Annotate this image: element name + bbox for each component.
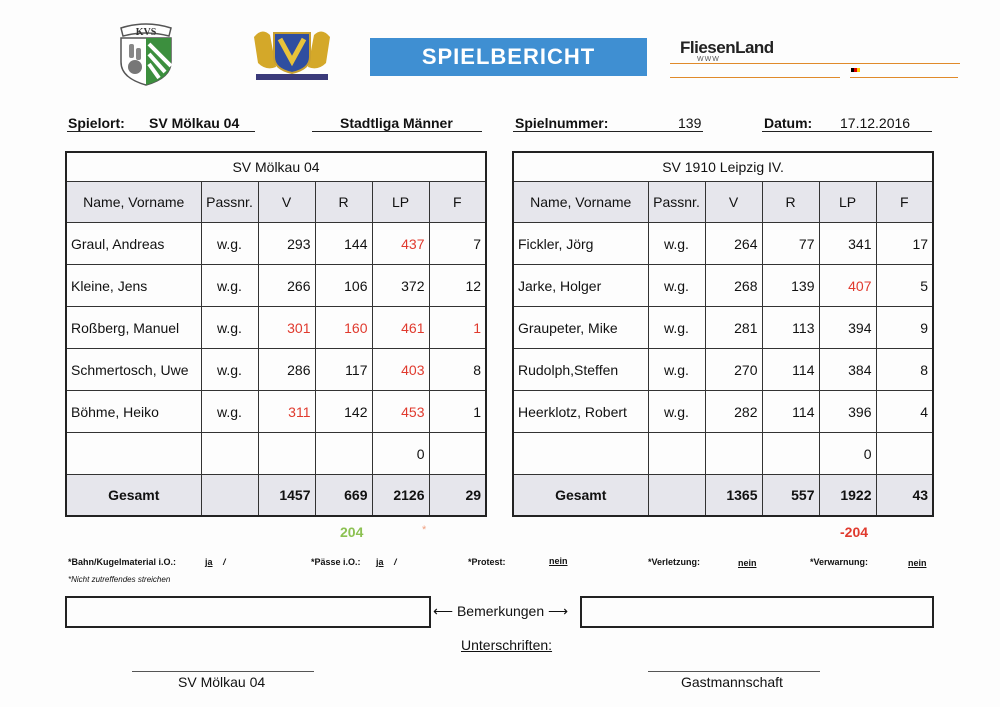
- passnr: w.g.: [201, 223, 258, 265]
- signature-guest-label: Gastmannschaft: [681, 674, 783, 690]
- player-name: [66, 433, 201, 475]
- passnr: w.g.: [648, 265, 705, 307]
- passnr: w.g.: [648, 391, 705, 433]
- verletzung-label: *Verletzung:: [648, 557, 701, 567]
- score-f: 8: [429, 349, 486, 391]
- score-lp: 394: [819, 307, 876, 349]
- signature-line-guest: [648, 671, 820, 672]
- passnr: w.g.: [201, 349, 258, 391]
- column-header: F: [429, 182, 486, 223]
- score-r: 117: [315, 349, 372, 391]
- verwarnung-label: *Verwarnung:: [810, 557, 869, 567]
- paesse-label: *Pässe i.O.:: [311, 557, 361, 567]
- column-header: V: [705, 182, 762, 223]
- datum-label: Datum:: [764, 115, 813, 131]
- passnr: w.g.: [201, 265, 258, 307]
- score-r: 114: [762, 349, 819, 391]
- total-r: 669: [315, 475, 372, 517]
- home-difference: 204: [340, 524, 364, 540]
- spielort-label: Spielort:: [68, 115, 125, 131]
- footnote: *Nicht zutreffendes streichen: [68, 575, 171, 584]
- score-v: [258, 433, 315, 475]
- passnr: w.g.: [648, 349, 705, 391]
- score-lp: 341: [819, 223, 876, 265]
- column-header: Passnr.: [648, 182, 705, 223]
- total-label: Gesamt: [66, 475, 201, 517]
- score-v: 293: [258, 223, 315, 265]
- verwarnung-value[interactable]: nein: [908, 558, 927, 568]
- column-header: LP: [372, 182, 429, 223]
- player-name: Roßberg, Manuel: [66, 307, 201, 349]
- score-r: 106: [315, 265, 372, 307]
- underline: [312, 131, 482, 132]
- score-f: 17: [876, 223, 933, 265]
- score-f: 8: [876, 349, 933, 391]
- score-lp: 384: [819, 349, 876, 391]
- player-name: Jarke, Holger: [513, 265, 648, 307]
- table-row: [513, 307, 933, 349]
- score-v: 264: [705, 223, 762, 265]
- score-v: 311: [258, 391, 315, 433]
- underline: [762, 131, 932, 132]
- table-row: [513, 349, 933, 391]
- passnr: w.g.: [648, 223, 705, 265]
- score-f: [429, 433, 486, 475]
- score-v: 270: [705, 349, 762, 391]
- column-header: V: [258, 182, 315, 223]
- score-f: 7: [429, 223, 486, 265]
- passnr: [648, 433, 705, 475]
- remarks-home-box[interactable]: [65, 596, 431, 628]
- total-row: [66, 475, 486, 517]
- score-lp: 0: [819, 433, 876, 475]
- score-r: 160: [315, 307, 372, 349]
- guest-difference: -204: [840, 524, 869, 540]
- score-f: 12: [429, 265, 486, 307]
- total-label: Gesamt: [513, 475, 648, 517]
- table-row: [66, 349, 486, 391]
- score-lp: 403: [372, 349, 429, 391]
- spielort-value: SV Mölkau 04: [149, 115, 240, 131]
- table-row: [513, 223, 933, 265]
- paesse-value[interactable]: ja: [376, 557, 384, 567]
- score-r: 139: [762, 265, 819, 307]
- table-row: [66, 265, 486, 307]
- total-passnr: [201, 475, 258, 517]
- kvs-logo: [113, 22, 179, 86]
- score-f: 1: [429, 307, 486, 349]
- table-row: [66, 433, 486, 475]
- score-f: [876, 433, 933, 475]
- kvs-logo-text: KVS: [135, 27, 157, 38]
- remarks-label: [433, 603, 568, 620]
- score-lp: 396: [819, 391, 876, 433]
- table-row: [66, 391, 486, 433]
- score-r: [762, 433, 819, 475]
- score-v: [705, 433, 762, 475]
- player-name: [513, 433, 648, 475]
- score-r: 113: [762, 307, 819, 349]
- passnr: w.g.: [648, 307, 705, 349]
- score-lp: 407: [819, 265, 876, 307]
- total-v: 1457: [258, 475, 315, 517]
- score-f: 5: [876, 265, 933, 307]
- protest-label: *Protest:: [468, 557, 506, 567]
- bahn-value[interactable]: ja: [205, 557, 213, 567]
- player-name: Heerklotz, Robert: [513, 391, 648, 433]
- column-header: Name, Vorname: [66, 182, 201, 223]
- verletzung-value[interactable]: nein: [738, 558, 757, 568]
- bahn-label: *Bahn/Kugelmaterial i.O.:: [68, 557, 177, 567]
- underline: [513, 131, 703, 132]
- player-name: Rudolph,Steffen: [513, 349, 648, 391]
- signature-line-home: [132, 671, 314, 672]
- underline: [67, 131, 255, 132]
- total-row: [513, 475, 933, 517]
- column-header: R: [762, 182, 819, 223]
- remarks-text: Bemerkungen: [456, 603, 545, 619]
- total-v: 1365: [705, 475, 762, 517]
- player-name: Graul, Andreas: [66, 223, 201, 265]
- score-r: 114: [762, 391, 819, 433]
- player-name: Kleine, Jens: [66, 265, 201, 307]
- player-name: Graupeter, Mike: [513, 307, 648, 349]
- score-f: 1: [429, 391, 486, 433]
- score-v: 281: [705, 307, 762, 349]
- protest-value[interactable]: nein: [549, 556, 568, 566]
- score-lp: 437: [372, 223, 429, 265]
- total-f: 43: [876, 475, 933, 517]
- datum-value: 17.12.2016: [840, 115, 911, 131]
- player-name: Fickler, Jörg: [513, 223, 648, 265]
- score-r: 77: [762, 223, 819, 265]
- spielnummer-label: Spielnummer:: [515, 115, 609, 131]
- score-f: 9: [876, 307, 933, 349]
- flag-icon: [851, 68, 860, 72]
- column-header: R: [315, 182, 372, 223]
- score-f: 4: [876, 391, 933, 433]
- total-passnr: [648, 475, 705, 517]
- score-r: 144: [315, 223, 372, 265]
- total-lp: 2126: [372, 475, 429, 517]
- player-name: Böhme, Heiko: [66, 391, 201, 433]
- league-name: Stadtliga Männer: [340, 115, 453, 131]
- home-team-table: [65, 151, 487, 517]
- signature-home-label: SV Mölkau 04: [178, 674, 266, 690]
- arrow-right-icon: ⟶: [548, 603, 569, 619]
- column-header: Name, Vorname: [513, 182, 648, 223]
- sponsor-line: [670, 63, 960, 64]
- score-r: 142: [315, 391, 372, 433]
- bahn-slash: /: [223, 557, 226, 567]
- score-lp: 453: [372, 391, 429, 433]
- score-v: 282: [705, 391, 762, 433]
- signatures-heading: Unterschriften:: [461, 637, 553, 653]
- paesse-slash: /: [394, 557, 397, 567]
- total-f: 29: [429, 475, 486, 517]
- arrow-left-icon: ⟵: [433, 603, 454, 619]
- player-name: Schmertosch, Uwe: [66, 349, 201, 391]
- passnr: [201, 433, 258, 475]
- passnr: w.g.: [201, 391, 258, 433]
- table-row: [513, 265, 933, 307]
- remarks-guest-box[interactable]: [580, 596, 934, 628]
- score-r: [315, 433, 372, 475]
- table-row: [66, 307, 486, 349]
- home-difference-mark: *: [422, 524, 427, 536]
- total-lp: 1922: [819, 475, 876, 517]
- guest-team-table: [512, 151, 934, 517]
- score-v: 286: [258, 349, 315, 391]
- score-lp: 461: [372, 307, 429, 349]
- sponsor-line: [850, 77, 958, 78]
- column-header: LP: [819, 182, 876, 223]
- table-row: [513, 391, 933, 433]
- score-v: 266: [258, 265, 315, 307]
- score-v: 301: [258, 307, 315, 349]
- score-lp: 0: [372, 433, 429, 475]
- table-row: [66, 223, 486, 265]
- sponsor-logo: FliesenLand: [680, 38, 774, 57]
- guest-team-name: SV 1910 Leipzig IV.: [513, 152, 933, 182]
- passnr: w.g.: [201, 307, 258, 349]
- score-v: 268: [705, 265, 762, 307]
- club-crest-logo: [248, 27, 336, 83]
- report-title: SPIELBERICHT: [370, 38, 647, 76]
- sponsor-line: [670, 77, 840, 78]
- home-team-name: SV Mölkau 04: [66, 152, 486, 182]
- total-r: 557: [762, 475, 819, 517]
- sponsor-tagline: WWW: [697, 56, 720, 63]
- score-lp: 372: [372, 265, 429, 307]
- column-header: F: [876, 182, 933, 223]
- spielnummer-value: 139: [678, 115, 702, 131]
- table-row: [513, 433, 933, 475]
- column-header: Passnr.: [201, 182, 258, 223]
